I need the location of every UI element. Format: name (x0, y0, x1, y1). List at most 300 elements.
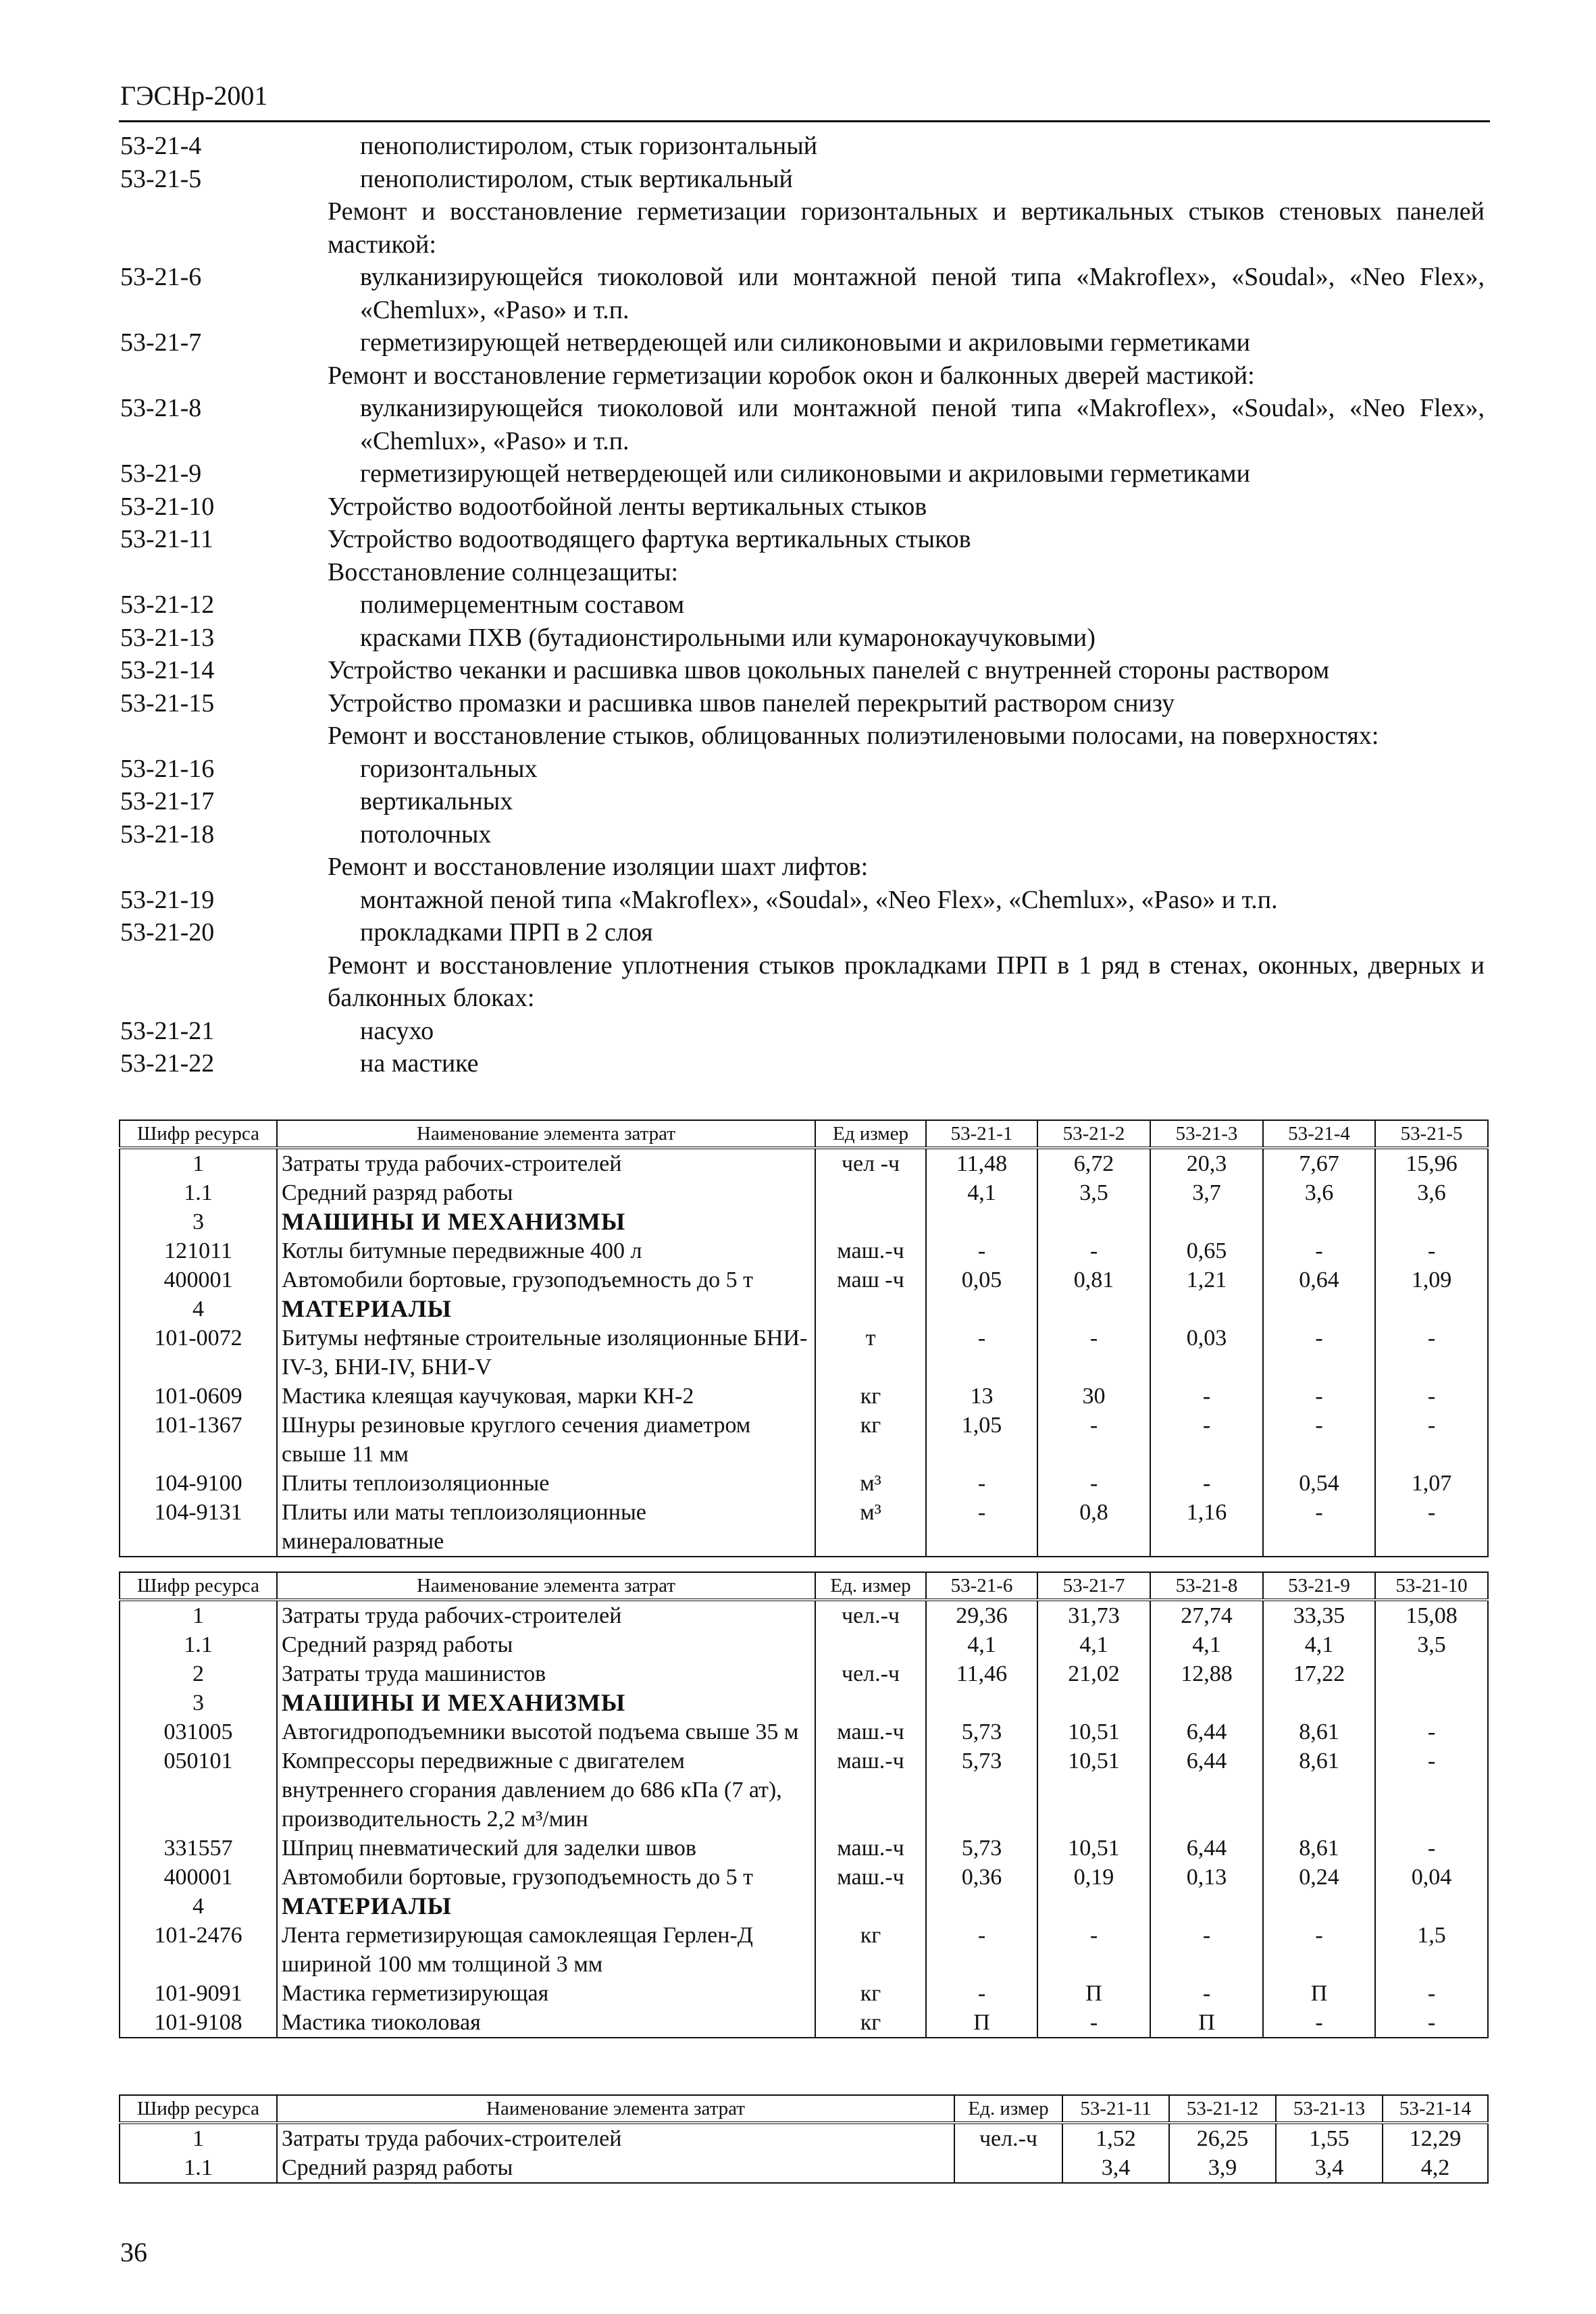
cost-element-name-cell: Битумы нефтяные строительные изоляционные БНИ-IV-3, БНИ-IV, БНИ-V (277, 1324, 815, 1382)
value-cell: 4,1 (926, 1630, 1037, 1659)
value-cell: 0,8 (1037, 1498, 1150, 1557)
table-header-cell: Наименование элемента затрат (277, 1572, 815, 1600)
value-cell: - (1037, 1411, 1150, 1469)
value-cell: - (1037, 1469, 1150, 1498)
table-header-cell: 53-21-1 (926, 1120, 1037, 1148)
table-header-cell: 53-21-6 (926, 1572, 1037, 1600)
work-item-code: 53-21-11 (120, 525, 213, 553)
value-cell: 3,4 (1062, 2153, 1169, 2183)
value-cell: 4,1 (1037, 1630, 1150, 1659)
value-cell (1263, 1294, 1375, 1324)
cost-element-name-cell: Котлы битумные передвижные 400 л (277, 1236, 815, 1265)
work-item-text: пенополистиролом, стык вертикальный (360, 164, 793, 193)
cost-element-name-cell: Средний разряд работы (277, 2153, 954, 2183)
value-cell: - (926, 1921, 1037, 1979)
work-item (120, 1015, 1491, 1048)
value-cell: 7,67 (1263, 1148, 1375, 1178)
work-item-code: 53-21-17 (120, 787, 215, 815)
resource-code-cell: 4 (120, 1294, 277, 1324)
cost-element-name-cell: Затраты труда рабочих-строителей (277, 1148, 815, 1178)
resource-code-cell: 104-9131 (120, 1498, 277, 1557)
value-cell: П (926, 2008, 1037, 2038)
work-item-code: 53-21-9 (120, 459, 202, 488)
value-cell: 1,21 (1150, 1265, 1263, 1294)
resource-code-cell: 101-9108 (120, 2008, 277, 2038)
unit-cell (815, 1892, 926, 1921)
value-cell: 31,73 (1037, 1600, 1150, 1630)
value-cell (1375, 1294, 1488, 1324)
value-cell: П (1150, 2008, 1263, 2038)
value-cell: 1,52 (1062, 2123, 1169, 2153)
resource-code-cell: 4 (120, 1892, 277, 1921)
value-cell (1263, 1207, 1375, 1236)
work-item-code: 53-21-10 (120, 492, 215, 521)
resource-code-cell: 1.1 (120, 1630, 277, 1659)
table-row (120, 1921, 1488, 1979)
section-heading-cell: МАШИНЫ И МЕХАНИЗМЫ (277, 1688, 815, 1717)
table-row (120, 1600, 1488, 1630)
work-item-text: насухо (360, 1016, 434, 1045)
value-cell (926, 1688, 1037, 1717)
unit-cell: чел -ч (815, 1148, 926, 1178)
table-header-cell: 53-21-12 (1169, 2095, 1276, 2123)
value-cell: 20,3 (1150, 1148, 1263, 1178)
table-header-cell: 53-21-2 (1037, 1120, 1150, 1148)
cost-element-name-cell: Шприц пневматический для заделки швов (277, 1834, 815, 1863)
work-item (120, 1047, 1491, 1080)
value-cell: - (1150, 1382, 1263, 1411)
work-item-text: Ремонт и восстановление стыков, облицованных полиэтиленовыми полосами, на поверхностях: (328, 722, 1379, 750)
value-cell: 30 (1037, 1382, 1150, 1411)
value-cell: - (1375, 1324, 1488, 1382)
table-header-cell: Наименование элемента затрат (277, 2095, 954, 2123)
value-cell: 4,1 (1263, 1630, 1375, 1659)
value-cell: - (1263, 1411, 1375, 1469)
value-cell: 1,5 (1375, 1921, 1488, 1979)
value-cell: - (1375, 1382, 1488, 1411)
table-row (120, 2123, 1488, 2153)
work-item (120, 818, 1491, 851)
work-item (120, 654, 1491, 687)
unit-cell: кг (815, 1382, 926, 1411)
work-item-code: 53-21-4 (120, 132, 202, 160)
work-item (120, 851, 1491, 884)
work-item-code: 53-21-15 (120, 688, 215, 718)
table-header-cell: 53-21-3 (1150, 1120, 1263, 1148)
value-cell: - (926, 1324, 1037, 1382)
work-item (120, 622, 1491, 655)
work-item (120, 163, 1491, 196)
cost-element-name-cell: Плиты теплоизоляционные (277, 1469, 815, 1498)
value-cell: 15,08 (1375, 1600, 1488, 1630)
value-cell: 1,55 (1276, 2123, 1383, 2153)
unit-cell: чел.-ч (815, 1659, 926, 1688)
resource-code-cell: 1.1 (120, 2153, 277, 2183)
unit-cell: маш -ч (815, 1265, 926, 1294)
resource-code-cell: 1.1 (120, 1178, 277, 1207)
value-cell: 4,1 (926, 1178, 1037, 1207)
table-header-cell: 53-21-14 (1383, 2095, 1488, 2123)
value-cell: 29,36 (926, 1600, 1037, 1630)
work-item-text: вулканизирующейся тиоколовой или монтажной пеной типа «Makroflex», «Soudal», «Neo Flex», «Chemlux», «Paso» и т.п. (360, 263, 1485, 324)
value-cell: 3,5 (1037, 1178, 1150, 1207)
work-item-code: 53-21-20 (120, 918, 215, 947)
page-number: 36 (120, 2237, 147, 2267)
table-row (120, 1236, 1488, 1265)
cost-element-name-cell: Автомобили бортовые, грузоподъемность до 5 т (277, 1265, 815, 1294)
cost-element-name-cell: Мастика клеящая каучуковая, марки КН-2 (277, 1382, 815, 1411)
unit-cell: кг (815, 1411, 926, 1469)
value-cell: 21,02 (1037, 1659, 1150, 1688)
work-item (120, 884, 1491, 917)
work-item (120, 130, 1491, 163)
unit-cell: маш.-ч (815, 1717, 926, 1746)
table-header-cell: Шифр ресурса (120, 1120, 277, 1148)
value-cell: - (1375, 1411, 1488, 1469)
value-cell: 6,44 (1150, 1746, 1263, 1834)
value-cell: П (1037, 1979, 1150, 2008)
value-cell: П (1263, 1979, 1375, 2008)
table-row (120, 1469, 1488, 1498)
value-cell: 0,24 (1263, 1863, 1375, 1892)
value-cell: - (1375, 1236, 1488, 1265)
cost-element-name-cell: Компрессоры передвижные с двигателем внутреннего сгорания давлением до 686 кПа (7 ат), производительность 2,2 м³/мин (277, 1746, 815, 1834)
cost-element-name-cell: Мастика тиоколовая (277, 2008, 815, 2038)
resource-code-cell: 050101 (120, 1746, 277, 1834)
work-item (120, 720, 1491, 753)
value-cell: - (926, 1498, 1037, 1557)
resource-code-cell: 331557 (120, 1834, 277, 1863)
value-cell: - (1263, 2008, 1375, 2038)
value-cell: 3,9 (1169, 2153, 1276, 2183)
work-item-code: 53-21-6 (120, 263, 202, 291)
value-cell: 17,22 (1263, 1659, 1375, 1688)
work-item-text: вертикальных (360, 787, 513, 815)
value-cell: - (926, 1979, 1037, 2008)
value-cell: 8,61 (1263, 1834, 1375, 1863)
work-item-text: на мастике (360, 1049, 479, 1078)
value-cell (1375, 1892, 1488, 1921)
value-cell: - (1037, 1236, 1150, 1265)
work-item (120, 753, 1491, 786)
work-item-text: Восстановление солнцезащиты: (328, 557, 679, 586)
cost-element-name-cell: Средний разряд работы (277, 1630, 815, 1659)
work-item-code: 53-21-14 (120, 656, 215, 684)
value-cell: 15,96 (1375, 1148, 1488, 1178)
work-item (120, 916, 1491, 949)
cost-element-name-cell: Затраты труда рабочих-строителей (277, 2123, 954, 2153)
resource-code-cell: 101-9091 (120, 1979, 277, 2008)
table-header-cell: Шифр ресурса (120, 1572, 277, 1600)
work-item-text: горизонтальных (360, 754, 538, 783)
value-cell: 13 (926, 1382, 1037, 1411)
value-cell (1375, 1207, 1488, 1236)
value-cell: 33,35 (1263, 1600, 1375, 1630)
unit-cell: чел.-ч (815, 1600, 926, 1630)
work-item-code: 53-21-19 (120, 885, 215, 914)
resource-code-cell: 104-9100 (120, 1469, 277, 1498)
value-cell: 6,44 (1150, 1834, 1263, 1863)
work-item (120, 687, 1491, 720)
work-item-text: Устройство водоотбойной ленты вертикальных стыков (328, 492, 927, 521)
value-cell: - (1263, 1921, 1375, 1979)
table-row (120, 1382, 1488, 1411)
value-cell: 5,73 (926, 1834, 1037, 1863)
value-cell (1037, 1892, 1150, 1921)
work-item (120, 523, 1491, 556)
value-cell: 6,44 (1150, 1717, 1263, 1746)
value-cell: 0,19 (1037, 1863, 1150, 1892)
table-row (120, 1630, 1488, 1659)
value-cell (1037, 1207, 1150, 1236)
table-header-cell: 53-21-7 (1037, 1572, 1150, 1600)
resource-table-3 (119, 2094, 1489, 2184)
table-row (120, 1892, 1488, 1921)
resource-code-cell: 101-1367 (120, 1411, 277, 1469)
resource-code-cell: 400001 (120, 1265, 277, 1294)
table-header-cell: Ед. измер (954, 2095, 1062, 2123)
work-item (120, 491, 1491, 524)
table-row (120, 1294, 1488, 1324)
value-cell: 6,72 (1037, 1148, 1150, 1178)
table-header-cell: Ед измер (815, 1120, 926, 1148)
value-cell: - (1375, 1834, 1488, 1863)
value-cell: 12,88 (1150, 1659, 1263, 1688)
table-row (120, 1979, 1488, 2008)
resource-code-cell: 400001 (120, 1863, 277, 1892)
section-heading-cell: МАТЕРИАЛЫ (277, 1892, 815, 1921)
value-cell (1263, 1688, 1375, 1717)
work-item (120, 556, 1491, 589)
value-cell: 8,61 (1263, 1717, 1375, 1746)
unit-cell: маш.-ч (815, 1746, 926, 1834)
table-header-cell: 53-21-4 (1263, 1120, 1375, 1148)
table-row (120, 1659, 1488, 1688)
unit-cell: т (815, 1324, 926, 1382)
unit-cell: кг (815, 1921, 926, 1979)
value-cell: 11,48 (926, 1148, 1037, 1178)
work-item-text: Ремонт и восстановление изоляции шахт лифтов: (328, 853, 869, 881)
table-header-cell: 53-21-5 (1375, 1120, 1488, 1148)
value-cell: 0,04 (1375, 1863, 1488, 1892)
work-item-text: Ремонт и восстановление герметизации горизонтальных и вертикальных стыков стеновых панелей мастикой: (328, 197, 1485, 259)
resource-code-cell: 3 (120, 1688, 277, 1717)
value-cell: 0,05 (926, 1265, 1037, 1294)
work-item (120, 949, 1491, 1015)
unit-cell (815, 1207, 926, 1236)
work-item-text: герметизирующей нетвердеющей или силиконовыми и акриловыми герметиками (360, 328, 1250, 357)
value-cell: 1,07 (1375, 1469, 1488, 1498)
value-cell: 4,1 (1150, 1630, 1263, 1659)
value-cell: 1,09 (1375, 1265, 1488, 1294)
table-row (120, 1324, 1488, 1382)
value-cell: 0,64 (1263, 1265, 1375, 1294)
value-cell: - (1037, 2008, 1150, 2038)
resource-table-2 (119, 1571, 1489, 2038)
unit-cell (815, 1294, 926, 1324)
unit-cell (815, 1630, 926, 1659)
header-rule (119, 120, 1490, 122)
value-cell (1150, 1294, 1263, 1324)
value-cell: - (926, 1236, 1037, 1265)
value-cell: - (1150, 1921, 1263, 1979)
unit-cell (815, 1688, 926, 1717)
resource-code-cell: 121011 (120, 1236, 277, 1265)
value-cell (926, 1207, 1037, 1236)
value-cell: - (1150, 1979, 1263, 2008)
value-cell: 0,03 (1150, 1324, 1263, 1382)
value-cell: - (1375, 1746, 1488, 1834)
value-cell: 0,65 (1150, 1236, 1263, 1265)
table-header-cell: 53-21-13 (1276, 2095, 1383, 2123)
table-row (120, 1688, 1488, 1717)
value-cell: - (1263, 1382, 1375, 1411)
value-cell: 1,05 (926, 1411, 1037, 1469)
work-item (120, 785, 1491, 818)
unit-cell (954, 2153, 1062, 2183)
unit-cell: маш.-ч (815, 1834, 926, 1863)
resource-code-cell: 3 (120, 1207, 277, 1236)
table-row (120, 1746, 1488, 1834)
cost-element-name-cell: Затраты труда машинистов (277, 1659, 815, 1688)
work-item (120, 326, 1491, 359)
table-header-cell: 53-21-11 (1062, 2095, 1169, 2123)
value-cell: 0,13 (1150, 1863, 1263, 1892)
table-row (120, 1834, 1488, 1863)
table-row (120, 2008, 1488, 2038)
document-header: ГЭСНр-2001 (120, 80, 268, 111)
cost-element-name-cell: Автогидроподъемники высотой подъема свыше 35 м (277, 1717, 815, 1746)
unit-cell (815, 1178, 926, 1207)
table-row (120, 1178, 1488, 1207)
value-cell: - (1263, 1498, 1375, 1557)
table-row (120, 1863, 1488, 1892)
value-cell: 0,54 (1263, 1469, 1375, 1498)
unit-cell: чел.-ч (954, 2123, 1062, 2153)
unit-cell: м³ (815, 1498, 926, 1557)
value-cell (1150, 1688, 1263, 1717)
work-item-text: красками ПХВ (бутадионстирольными или кумаронокаучуковыми) (360, 623, 1096, 652)
value-cell: 11,46 (926, 1659, 1037, 1688)
work-item-code: 53-21-8 (120, 394, 202, 422)
table-header-cell: 53-21-10 (1375, 1572, 1488, 1600)
value-cell: 3,7 (1150, 1178, 1263, 1207)
value-cell: 10,51 (1037, 1834, 1150, 1863)
value-cell: 4,2 (1383, 2153, 1488, 2183)
value-cell: - (926, 1469, 1037, 1498)
resource-code-cell: 101-0609 (120, 1382, 277, 1411)
value-cell: - (1037, 1921, 1150, 1979)
value-cell: 3,4 (1276, 2153, 1383, 2183)
value-cell: 3,6 (1263, 1178, 1375, 1207)
cost-element-name-cell: Затраты труда рабочих-строителей (277, 1600, 815, 1630)
work-item-code: 53-21-12 (120, 590, 215, 619)
resource-table-1 (119, 1120, 1489, 1557)
table-header-cell: Шифр ресурса (120, 2095, 277, 2123)
table-row (120, 1498, 1488, 1557)
value-cell: - (1263, 1324, 1375, 1382)
value-cell: 26,25 (1169, 2123, 1276, 2153)
resource-code-cell: 1 (120, 1148, 277, 1178)
unit-cell: маш.-ч (815, 1863, 926, 1892)
unit-cell: кг (815, 1979, 926, 2008)
work-item-code: 53-21-21 (120, 1016, 215, 1045)
table-row (120, 1265, 1488, 1294)
resource-code-cell: 101-0072 (120, 1324, 277, 1382)
value-cell: 5,73 (926, 1746, 1037, 1834)
table-row (120, 1207, 1488, 1236)
work-items-list (120, 130, 1491, 1080)
unit-cell: маш.-ч (815, 1236, 926, 1265)
value-cell (1375, 1659, 1488, 1688)
work-item (120, 457, 1491, 491)
value-cell (1037, 1294, 1150, 1324)
value-cell (1150, 1207, 1263, 1236)
resource-code-cell: 2 (120, 1659, 277, 1688)
cost-element-name-cell: Шнуры резиновые круглого сечения диаметром свыше 11 мм (277, 1411, 815, 1469)
value-cell: 5,73 (926, 1717, 1037, 1746)
work-item-code: 53-21-16 (120, 754, 215, 783)
value-cell: 10,51 (1037, 1717, 1150, 1746)
value-cell (1150, 1892, 1263, 1921)
value-cell: - (1150, 1469, 1263, 1498)
value-cell: - (1375, 1717, 1488, 1746)
work-item-text: потолочных (360, 820, 492, 849)
work-item-code: 53-21-18 (120, 820, 215, 849)
work-item-code: 53-21-7 (120, 328, 202, 357)
value-cell (926, 1294, 1037, 1324)
table-row (120, 1717, 1488, 1746)
table-row (120, 2153, 1488, 2183)
value-cell (1375, 1688, 1488, 1717)
work-item-text: Устройство промазки и расшивка швов панелей перекрытий раствором снизу (328, 688, 1175, 718)
value-cell: 12,29 (1383, 2123, 1488, 2153)
work-item-code: 53-21-22 (120, 1049, 215, 1078)
unit-cell: м³ (815, 1469, 926, 1498)
value-cell (926, 1892, 1037, 1921)
resource-code-cell: 101-2476 (120, 1921, 277, 1979)
table-header-cell: Ед. измер (815, 1572, 926, 1600)
table-header-cell: 53-21-9 (1263, 1572, 1375, 1600)
table-row (120, 1148, 1488, 1178)
table-header-cell: 53-21-8 (1150, 1572, 1263, 1600)
section-heading-cell: МАШИНЫ И МЕХАНИЗМЫ (277, 1207, 815, 1236)
work-item-text: пенополистиролом, стык горизонтальный (360, 132, 818, 160)
work-item-text: монтажной пеной типа «Makroflex», «Soudal», «Neo Flex», «Chemlux», «Paso» и т.п. (360, 885, 1278, 914)
cost-element-name-cell: Автомобили бортовые, грузоподъемность до 5 т (277, 1863, 815, 1892)
value-cell: - (1263, 1236, 1375, 1265)
cost-element-name-cell: Мастика герметизирующая (277, 1979, 815, 2008)
value-cell: - (1375, 1498, 1488, 1557)
work-item-text: Ремонт и восстановление герметизации коробок окон и балконных дверей мастикой: (328, 361, 1255, 390)
value-cell: - (1150, 1411, 1263, 1469)
work-item-text: прокладками ПРП в 2 слоя (360, 918, 653, 947)
table-row (120, 1411, 1488, 1469)
work-item (120, 195, 1491, 261)
value-cell: - (1375, 1979, 1488, 2008)
resource-code-cell: 1 (120, 2123, 277, 2153)
cost-element-name-cell: Лента герметизирующая самоклеящая Герлен-Д шириной 100 мм толщиной 3 мм (277, 1921, 815, 1979)
work-item (120, 359, 1491, 393)
work-item-text: Устройство водоотводящего фартука вертикальных стыков (328, 525, 971, 553)
value-cell: 10,51 (1037, 1746, 1150, 1834)
cost-element-name-cell: Плиты или маты теплоизоляционные минераловатные (277, 1498, 815, 1557)
value-cell: - (1037, 1324, 1150, 1382)
resource-code-cell: 031005 (120, 1717, 277, 1746)
section-heading-cell: МАТЕРИАЛЫ (277, 1294, 815, 1324)
value-cell: 8,61 (1263, 1746, 1375, 1834)
work-item-text: герметизирующей нетвердеющей или силиконовыми и акриловыми герметиками (360, 459, 1250, 488)
